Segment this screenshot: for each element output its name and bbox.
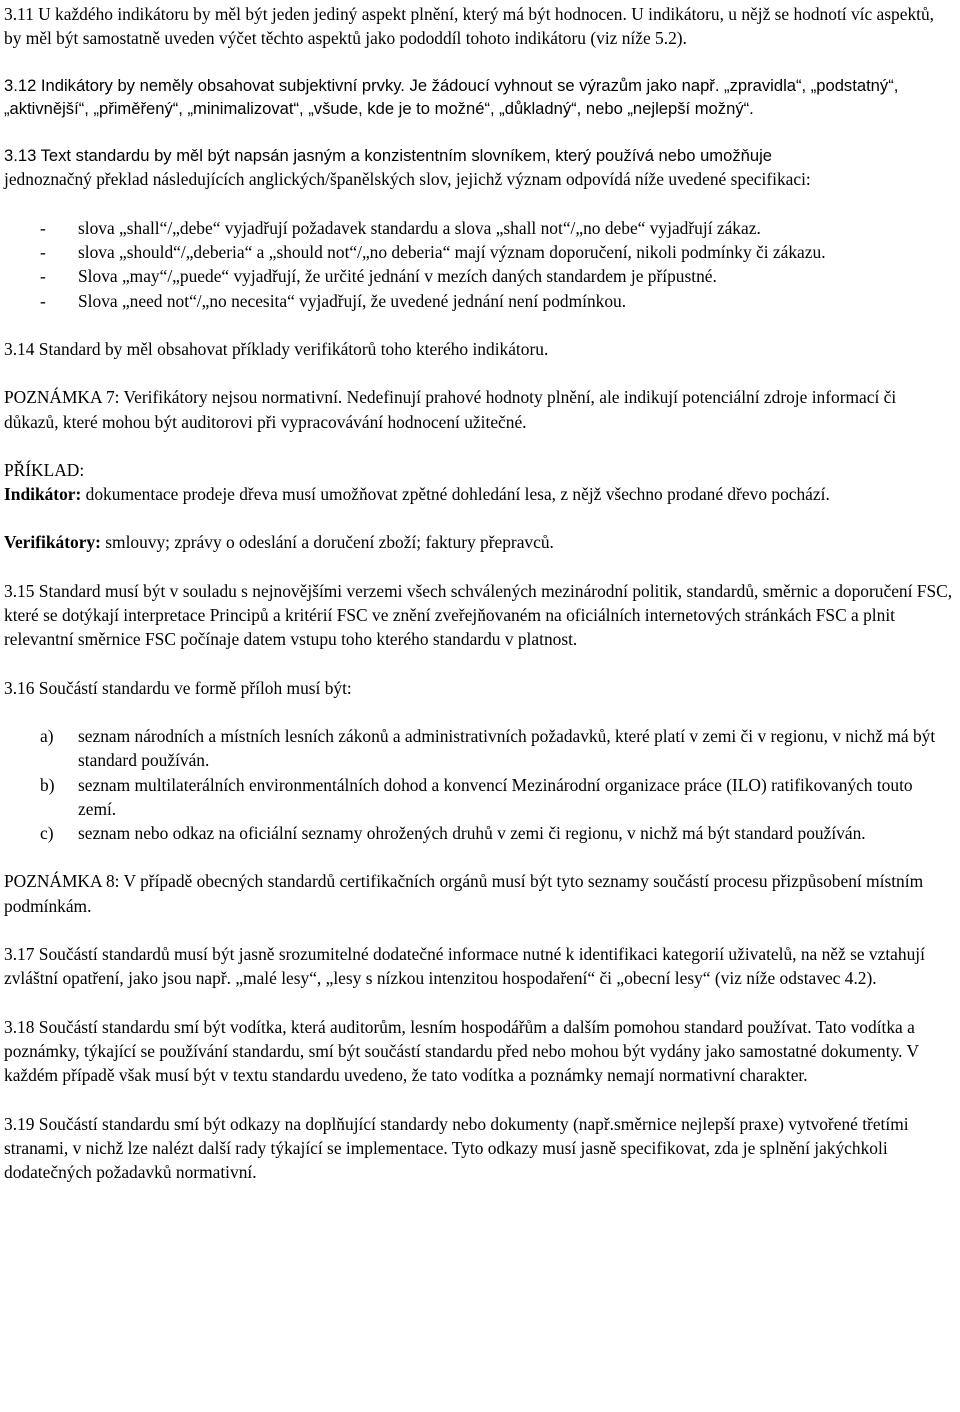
verifiers-text: smlouvy; zprávy o odeslání a doručení zboží; faktury přepravců. (100, 532, 554, 553)
alpha-marker: b) (40, 774, 55, 795)
document-page (4, 2, 954, 1184)
indicator-label: Indikátor: (4, 484, 82, 505)
note-8: POZNÁMKA 8: V případě obecných standardů certifikačních orgánů musí být tyto seznamy součástí procesu přizpůsobení místním podmínkám. (4, 871, 924, 916)
list-item (4, 240, 954, 264)
section-3-13-rest: jednoznačný překlad následujících anglických/španělských slov, jejichž význam odpovídá níže uvedené specifikaci: (4, 169, 811, 190)
dash-marker: - (40, 242, 46, 263)
indicator-text: dokumentace prodeje dřeva musí umožňovat zpětné dohledání lesa, z nějž všechno prodané dřevo pochází. (81, 484, 830, 505)
list-item (4, 773, 954, 822)
section-3-19: 3.19 Součástí standardu smí být odkazy na doplňující standardy nebo dokumenty (např.směrnice nejlepší praxe) vytvořené třetími stranami, v nichž lze nalézt další rady týkající se implementace. Tyto odkazy musí jasně specifikovat, zda je splnění jakýchkoli dodatečných požadavků normativní. (4, 1113, 909, 1183)
example-verifiers (4, 530, 954, 554)
list-item (4, 289, 954, 313)
example-indicator (4, 482, 954, 506)
list-item (4, 216, 954, 240)
list-item-text: seznam nebo odkaz na oficiální seznamy ohrožených druhů v zemi či regionu, v nichž má být standard používán. (78, 823, 866, 844)
list-item (4, 821, 954, 845)
example-heading: PŘÍKLAD: (4, 459, 85, 480)
section-3-15: 3.15 Standard musí být v souladu s nejnovějšími verzemi všech schválených mezinárodní politik, standardů, směrnic a doporučení FSC, které se dotýkají interpretace Principů a kritérií FSC ve znění zveřejňovaném na oficiálních internetových stránkách FSC a plnit relevantní směrnice FSC počínaje datem vstupu toho kterého standardu v platnost. (4, 580, 953, 650)
term-definitions-list (4, 216, 954, 313)
section-3-12: 3.12 Indikátory by neměly obsahovat subjektivní prvky. Je žádoucí vyhnout se výrazům jako např. „zpravidla“, „podstatný“, „aktivnější“, „přiměřený“, „minimalizovat“, „všude, kde je to možné“, „důkladný“, nebo „nejlepší možný“. (4, 75, 899, 118)
list-item (4, 264, 954, 288)
section-3-18: 3.18 Součástí standardu smí být vodítka, která auditorům, lesním hospodářům a dalším pomohou standard používat. Tato vodítka a poznámky, týkající se používání standardu, smí být součástí standardu před nebo mohou být vydány jako samostatné dokumenty. V každém případě však musí být v textu standardu uvedeno, že tato vodítka a poznámky nemají normativní charakter. (4, 1016, 919, 1086)
section-3-14: 3.14 Standard by měl obsahovat příklady verifikátorů toho kterého indikátoru. (4, 338, 549, 359)
list-item-text: slova „should“/„deberia“ a „should not“/„no deberia“ mají význam doporučení, nikoli podmínky či zákazu. (78, 242, 826, 263)
annex-list (4, 724, 954, 845)
list-item-text: slova „shall“/„debe“ vyjadřují požadavek standardu a slova „shall not“/„no debe“ vyjadřují zákaz. (78, 217, 761, 238)
dash-marker: - (40, 266, 46, 287)
section-3-13 (4, 143, 954, 192)
section-3-17: 3.17 Součástí standardů musí být jasně srozumitelné dodatečné informace nutné k identifikaci kategorií uživatelů, na něž se vztahují zvláštní opatření, jako jsou např. „malé lesy“, „lesy s nízkou intenzitou hospodaření“ či „obecní lesy“ (viz níže odstavec 4.2). (4, 944, 925, 989)
list-item-text: Slova „need not“/„no necesita“ vyjadřují, že uvedené jednání není podmínkou. (78, 290, 627, 311)
list-item (4, 724, 954, 773)
section-3-13-lead: 3.13 Text standardu by měl být napsán jasným a konzistentním slovníkem, který používá nebo umožňuje (4, 146, 773, 166)
list-item-text: seznam národních a místních lesních zákonů a administrativních požadavků, které platí v zemi či v regionu, v nichž má být standard používán. (78, 725, 936, 771)
alpha-marker: a) (40, 725, 54, 746)
dash-marker: - (40, 217, 46, 238)
dash-marker: - (40, 290, 46, 311)
section-3-16: 3.16 Součástí standardu ve formě příloh musí být: (4, 677, 352, 698)
alpha-marker: c) (40, 823, 54, 844)
list-item-text: seznam multilaterálních environmentálních dohod a konvencí Mezinárodní organizace práce (ILO) ratifikovaných touto zemí. (78, 774, 913, 819)
section-3-11: 3.11 U každého indikátoru by měl být jeden jediný aspekt plnění, který má být hodnocen. U indikátoru, u nějž se hodnotí víc aspektů, by měl být samostatně uveden výčet těchto aspektů jako pododdíl tohoto indikátoru (viz níže 5.2). (4, 4, 935, 49)
verifiers-label: Verifikátory: (4, 532, 101, 553)
list-item-text: Slova „may“/„puede“ vyjadřují, že určité jednání v mezích daných standardem je přípustné. (78, 266, 717, 287)
note-7: POZNÁMKA 7: Verifikátory nejsou normativní. Nedefinují prahové hodnoty plnění, ale indikují potenciální zdroje informací či důkazů, které mohou být auditorovi při vypracovávání hodnocení užitečné. (4, 387, 897, 432)
